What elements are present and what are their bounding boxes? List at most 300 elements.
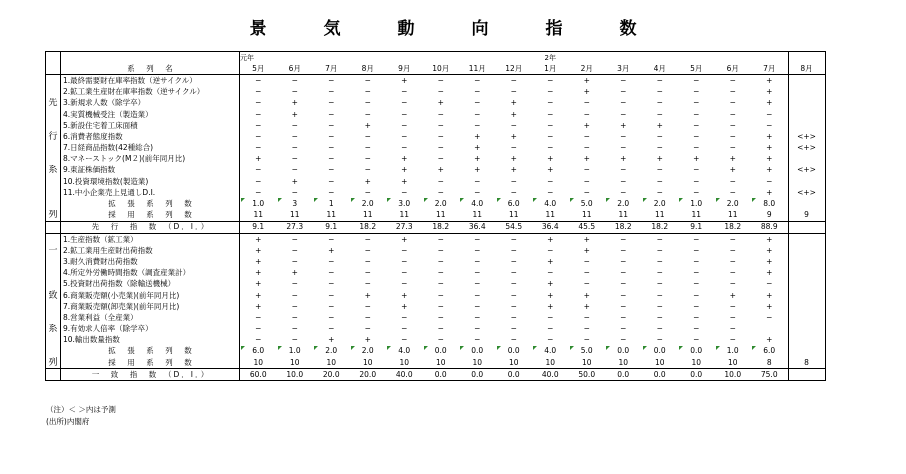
sign-cell: + <box>766 165 773 175</box>
sign-cell: − <box>547 87 554 97</box>
sign-cell: − <box>729 87 736 97</box>
footnote-source: (出所)内閣府 <box>46 417 90 426</box>
sign-cell: − <box>255 109 262 119</box>
adopted-value: 10 <box>362 357 373 367</box>
series-row <box>46 324 826 335</box>
di-value: 10.0 <box>277 369 314 381</box>
sign-cell: − <box>474 301 481 311</box>
adopted-value: 10 <box>581 357 592 367</box>
sign-cell: − <box>583 187 590 197</box>
expansion-value: 6.0 <box>751 346 788 357</box>
sign-cell: + <box>766 268 773 278</box>
expansion-value: 4.0 <box>459 198 496 209</box>
sign-cell: + <box>751 75 788 87</box>
sign-cell: − <box>642 234 679 246</box>
expansion-value: 2.0 <box>423 198 460 209</box>
sign-cell: − <box>328 279 335 289</box>
di-value: 60.0 <box>240 369 277 381</box>
sign-cell: + <box>569 75 606 87</box>
di-value: 0.0 <box>459 369 496 381</box>
di-value: 27.3 <box>277 221 314 233</box>
adopted-value: 11 <box>508 210 519 220</box>
group-label-cell <box>46 154 61 165</box>
sign-cell: − <box>474 245 481 255</box>
header-corner <box>46 52 61 64</box>
sign-cell: − <box>401 335 408 345</box>
di-value: 88.9 <box>751 221 788 233</box>
sign-cell: − <box>291 256 298 266</box>
sign-cell: − <box>291 324 298 334</box>
sign-cell: + <box>583 87 590 97</box>
footnote-forecast: （注）＜ ＞内は予測 <box>46 405 116 414</box>
sign-cell: − <box>291 87 298 97</box>
series-row <box>46 165 826 176</box>
sign-cell: + <box>547 154 554 164</box>
sign-cell: − <box>620 245 627 255</box>
sign-cell: − <box>620 187 627 197</box>
series-row <box>46 256 826 267</box>
di-value <box>788 221 825 233</box>
sign-cell: − <box>547 120 554 130</box>
sign-cell: − <box>510 290 517 300</box>
sign-cell: − <box>583 98 590 108</box>
series-row <box>46 234 826 246</box>
sign-cell: + <box>766 143 773 153</box>
sign-cell: − <box>547 245 554 255</box>
sign-cell: − <box>437 312 444 322</box>
adopted-value: 10 <box>618 357 629 367</box>
header-month-row <box>46 63 826 75</box>
adopted-value: 11 <box>654 210 665 220</box>
di-value: 18.2 <box>350 221 387 233</box>
sign-cell: + <box>255 290 262 300</box>
sign-cell: + <box>255 279 262 289</box>
sign-cell <box>788 279 825 290</box>
sign-cell: − <box>328 165 335 175</box>
sign-cell: − <box>328 120 335 130</box>
sign-cell: − <box>715 75 752 87</box>
series-row <box>46 290 826 301</box>
sign-cell: − <box>328 176 335 186</box>
expansion-value: 0.0 <box>459 346 496 357</box>
sign-cell: + <box>474 154 481 164</box>
sign-cell: + <box>364 120 371 130</box>
di-value: 75.0 <box>751 369 788 381</box>
sign-cell: + <box>656 154 663 164</box>
sign-cell: − <box>291 165 298 175</box>
sign-cell: − <box>364 301 371 311</box>
sign-cell: − <box>510 176 517 186</box>
group-label-cell <box>46 256 61 267</box>
adopted-value: 10 <box>727 357 738 367</box>
sign-cell: − <box>255 187 262 197</box>
series-name: 2.鉱工業生産財在庫率指数（逆サイクル） <box>61 87 240 98</box>
header-era-cell <box>386 52 423 64</box>
sign-cell: − <box>656 87 663 97</box>
sign-cell: − <box>693 301 700 311</box>
sign-cell: − <box>510 312 517 322</box>
sign-cell: − <box>474 98 481 108</box>
month-header: 6月 <box>277 63 314 75</box>
year2-label: 2年 <box>532 52 569 64</box>
month-header: 9月 <box>386 63 423 75</box>
sign-cell <box>788 301 825 312</box>
sign-cell: − <box>291 154 298 164</box>
sign-cell <box>788 324 825 335</box>
sign-cell: + <box>510 154 517 164</box>
sign-cell: − <box>401 268 408 278</box>
series-name: 9.有効求人倍率（除学卒） <box>61 324 240 335</box>
sign-cell: + <box>766 290 773 300</box>
sign-cell: − <box>255 120 262 130</box>
sign-cell: − <box>547 268 554 278</box>
sign-cell: − <box>583 312 590 322</box>
sign-cell: − <box>693 279 700 289</box>
sign-cell: − <box>642 75 679 87</box>
di-row <box>46 369 826 381</box>
series-row <box>46 154 826 165</box>
series-name: 9.東証株価指数 <box>61 165 240 176</box>
sign-cell: − <box>474 312 481 322</box>
series-name: 3.耐久消費財出荷指数 <box>61 256 240 267</box>
expansion-value: 3.0 <box>386 198 423 209</box>
month-header: 11月 <box>459 63 496 75</box>
sign-cell: − <box>255 176 262 186</box>
sign-cell: − <box>656 290 663 300</box>
sign-cell <box>788 256 825 267</box>
sign-cell: − <box>547 187 554 197</box>
sign-cell: + <box>766 154 773 164</box>
sign-cell: + <box>255 245 262 255</box>
sign-cell: − <box>693 131 700 141</box>
sign-cell: − <box>291 187 298 197</box>
sign-cell: − <box>437 87 444 97</box>
sign-cell: + <box>255 268 262 278</box>
group-label-cell <box>46 198 61 209</box>
sign-cell <box>788 268 825 279</box>
adopted-value: 10 <box>435 357 446 367</box>
sign-cell: <+> <box>788 131 825 142</box>
sign-cell: − <box>437 324 444 334</box>
sign-cell: − <box>328 154 335 164</box>
sign-cell: − <box>364 279 371 289</box>
sign-cell: − <box>656 301 663 311</box>
sign-cell: − <box>437 187 444 197</box>
sign-cell: − <box>729 120 736 130</box>
series-row <box>46 87 826 98</box>
sign-cell: + <box>547 290 554 300</box>
sign-cell: + <box>547 279 554 289</box>
era-label: 元年 <box>240 52 277 64</box>
sign-cell: − <box>437 109 444 119</box>
series-name: 6.商業販売額(小売業)(前年同月比) <box>61 290 240 301</box>
sign-cell: + <box>437 98 444 108</box>
group-char: 先 <box>46 98 61 109</box>
adopted-value: 10 <box>545 357 556 367</box>
group-label-cell <box>46 234 61 246</box>
header-era-cell <box>605 52 642 64</box>
group-label-cell <box>46 176 61 187</box>
expansion-value: 5.0 <box>569 198 606 209</box>
sign-cell: − <box>437 120 444 130</box>
month-header: 6月 <box>715 63 752 75</box>
header-name-blank <box>61 52 240 64</box>
sign-cell: + <box>510 165 517 175</box>
sign-cell: − <box>328 256 335 266</box>
series-name: 7.日経商品指数(42種総合) <box>61 143 240 154</box>
sign-cell: − <box>401 131 408 141</box>
sign-cell: + <box>766 131 773 141</box>
sign-cell: − <box>693 109 700 119</box>
sign-cell: − <box>620 312 627 322</box>
sign-cell: − <box>364 187 371 197</box>
di-row <box>46 221 826 233</box>
sign-cell: − <box>729 301 736 311</box>
sign-cell: − <box>583 279 590 289</box>
sign-cell: + <box>583 290 590 300</box>
sign-cell: − <box>510 301 517 311</box>
sign-cell: − <box>291 131 298 141</box>
di-value: 9.1 <box>678 221 715 233</box>
adopted-value: 11 <box>691 210 702 220</box>
sign-cell: − <box>729 176 736 186</box>
series-name: 8.営業利益（全産業） <box>61 312 240 323</box>
month-header: 5月 <box>678 63 715 75</box>
sign-cell: − <box>532 75 569 87</box>
sign-cell: − <box>656 143 663 153</box>
sign-cell: − <box>620 279 627 289</box>
di-label: 一 致 指 数 （D．I．） <box>61 369 240 381</box>
sign-cell: − <box>729 187 736 197</box>
sign-cell: − <box>437 256 444 266</box>
group-label-cell <box>46 221 61 233</box>
sign-cell: + <box>401 165 408 175</box>
adopted-value: 11 <box>435 210 446 220</box>
di-value: 27.3 <box>386 221 423 233</box>
sign-cell: + <box>547 256 554 266</box>
sign-cell: − <box>401 187 408 197</box>
sign-cell: − <box>620 176 627 186</box>
sign-cell: − <box>729 335 736 345</box>
sign-cell: − <box>656 335 663 345</box>
di-label: 先 行 指 数 （D．I．） <box>61 221 240 233</box>
sign-cell: − <box>583 165 590 175</box>
sign-cell: + <box>510 131 517 141</box>
sign-cell: − <box>291 279 298 289</box>
expansion-value: 2.0 <box>715 198 752 209</box>
sign-cell <box>788 245 825 256</box>
header-era-row <box>46 52 826 64</box>
adopted-value: 9 <box>788 210 825 222</box>
sign-cell: + <box>510 109 517 119</box>
expansion-label: 拡 張 系 列 数 <box>61 346 240 357</box>
expansion-value: 1.0 <box>277 346 314 357</box>
sign-cell: − <box>328 301 335 311</box>
sign-cell: − <box>255 143 262 153</box>
sign-cell <box>751 324 788 335</box>
sign-cell: − <box>510 335 517 345</box>
sign-cell: − <box>510 324 517 334</box>
series-row <box>46 312 826 323</box>
sign-cell: + <box>510 98 517 108</box>
group-label-cell <box>46 346 61 357</box>
sign-cell: − <box>583 256 590 266</box>
di-value: 54.5 <box>496 221 533 233</box>
group-label-cell <box>46 335 61 346</box>
sign-cell: − <box>350 75 387 87</box>
sign-cell: − <box>474 268 481 278</box>
sign-cell: − <box>693 245 700 255</box>
sign-cell: − <box>693 290 700 300</box>
series-name: 5.投資財出荷指数（除輸送機械） <box>61 279 240 290</box>
sign-cell: − <box>547 109 554 119</box>
sign-cell: − <box>437 131 444 141</box>
sign-cell <box>788 154 825 165</box>
header-era-cell <box>459 52 496 64</box>
sign-cell: − <box>729 268 736 278</box>
expansion-row <box>46 198 826 209</box>
sign-cell: − <box>693 87 700 97</box>
sign-cell: − <box>620 301 627 311</box>
adopted-value: 10 <box>691 357 702 367</box>
adopted-value: 10 <box>326 357 337 367</box>
sign-cell: − <box>437 176 444 186</box>
sign-cell: − <box>291 335 298 345</box>
sign-cell: − <box>766 279 773 289</box>
sign-cell: − <box>510 120 517 130</box>
header-era-cell <box>423 52 460 64</box>
sign-cell: − <box>423 75 460 87</box>
sign-cell: − <box>437 335 444 345</box>
header-era-cell <box>569 52 606 64</box>
group-label-cell <box>46 268 61 279</box>
sign-cell: − <box>401 109 408 119</box>
sign-cell: − <box>605 75 642 87</box>
sign-cell: − <box>656 324 663 334</box>
sign-cell: − <box>255 131 262 141</box>
sign-cell: + <box>766 256 773 266</box>
sign-cell <box>788 98 825 109</box>
sign-cell: + <box>729 290 736 300</box>
sign-cell: + <box>532 234 569 246</box>
sign-cell: − <box>729 312 736 322</box>
adopted-value: 8 <box>788 357 825 369</box>
sign-cell: − <box>510 187 517 197</box>
adopted-value: 10 <box>654 357 665 367</box>
month-header: 8月 <box>350 63 387 75</box>
sign-cell: + <box>291 268 298 278</box>
expansion-value: 2.0 <box>642 198 679 209</box>
sign-cell: − <box>547 98 554 108</box>
month-header: 8月 <box>788 63 825 75</box>
sign-cell: + <box>437 165 444 175</box>
sign-cell: + <box>474 143 481 153</box>
sign-cell: − <box>620 131 627 141</box>
sign-cell: − <box>474 279 481 289</box>
sign-cell: + <box>401 290 408 300</box>
sign-cell: − <box>437 268 444 278</box>
month-header: 5月 <box>240 63 277 75</box>
expansion-value: 1.0 <box>678 198 715 209</box>
sign-cell: − <box>437 301 444 311</box>
expansion-value: 2.0 <box>350 346 387 357</box>
sign-cell: − <box>620 87 627 97</box>
sign-cell: − <box>364 109 371 119</box>
sign-cell: + <box>328 245 335 255</box>
sign-cell: − <box>364 143 371 153</box>
sign-cell: − <box>693 335 700 345</box>
sign-cell: − <box>364 98 371 108</box>
sign-cell: − <box>656 312 663 322</box>
sign-cell: − <box>328 324 335 334</box>
header-era-cell <box>788 52 825 64</box>
expansion-value: 0.0 <box>642 346 679 357</box>
sign-cell: − <box>729 143 736 153</box>
adopted-value: 10 <box>508 357 519 367</box>
di-value <box>788 369 825 381</box>
sign-cell: − <box>255 312 262 322</box>
sign-cell: − <box>291 143 298 153</box>
adopted-label: 採 用 系 列 数 <box>61 210 240 222</box>
sign-cell: + <box>364 290 371 300</box>
sign-cell <box>788 176 825 187</box>
sign-cell: − <box>474 87 481 97</box>
group-char: 列 <box>46 357 61 369</box>
series-row <box>46 109 826 120</box>
sign-cell: − <box>656 131 663 141</box>
group-char: 系 <box>46 324 61 335</box>
group-label-cell <box>46 369 61 381</box>
sign-cell: − <box>620 324 627 334</box>
expansion-value: 5.0 <box>569 346 606 357</box>
adopted-value: 8 <box>766 357 772 367</box>
adopted-value: 11 <box>326 210 337 220</box>
series-name: 10.投資環境指数(製造業) <box>61 176 240 187</box>
sign-cell: − <box>401 256 408 266</box>
sign-cell: − <box>437 154 444 164</box>
series-row <box>46 301 826 312</box>
sign-cell: − <box>656 98 663 108</box>
sign-cell: + <box>620 154 627 164</box>
adopted-value: 11 <box>289 210 300 220</box>
adopted-value: 10 <box>289 357 300 367</box>
group-label-cell <box>46 301 61 312</box>
sign-cell: − <box>350 234 387 246</box>
sign-cell: − <box>364 268 371 278</box>
di-value: 0.0 <box>423 369 460 381</box>
series-name: 4.実質機械受注（製造業） <box>61 109 240 120</box>
sign-cell: + <box>255 301 262 311</box>
sign-cell: − <box>656 109 663 119</box>
sign-cell: − <box>766 312 773 322</box>
sign-cell: − <box>620 143 627 153</box>
series-row <box>46 176 826 187</box>
sign-cell <box>788 120 825 131</box>
expansion-value: 0.0 <box>423 346 460 357</box>
adopted-value: 11 <box>618 210 629 220</box>
sign-cell: − <box>693 312 700 322</box>
sign-cell: − <box>364 256 371 266</box>
sign-cell: + <box>401 154 408 164</box>
sign-cell: − <box>656 165 663 175</box>
month-header: 10月 <box>423 63 460 75</box>
header-era-cell <box>678 52 715 64</box>
sign-cell: − <box>693 143 700 153</box>
sign-cell: − <box>255 98 262 108</box>
sign-cell: − <box>678 75 715 87</box>
sign-cell: + <box>291 109 298 119</box>
group-char: 致 <box>46 290 61 301</box>
